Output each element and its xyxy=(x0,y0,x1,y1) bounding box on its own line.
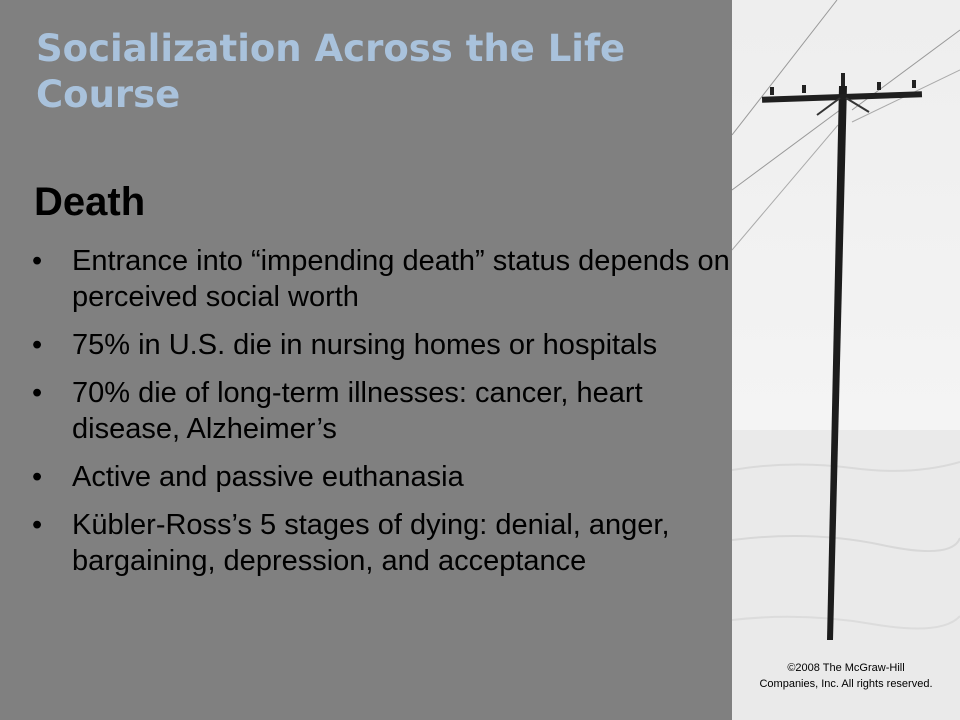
telephone-pole-image xyxy=(732,0,960,720)
bullet-item xyxy=(30,459,730,495)
bullet-dot-icon: • xyxy=(32,461,43,493)
bullet-item xyxy=(30,375,730,447)
bullet-dot-icon: • xyxy=(32,245,43,277)
bullet-text: 75% in U.S. die in nursing homes or hospitals xyxy=(72,329,658,361)
bullet-text: Kübler-Ross’s 5 stages of dying: denial, anger, bargaining, depression, and acceptance xyxy=(72,509,670,577)
bullet-item xyxy=(30,327,730,363)
bullet-text: 70% die of long-term illnesses: cancer, heart disease, Alzheimer’s xyxy=(72,377,643,445)
copyright-line-2: Companies, Inc. All rights reserved. xyxy=(759,678,933,690)
slide-title: Socialization Across the Life Course xyxy=(36,27,626,116)
bullet-text: Active and passive euthanasia xyxy=(72,461,464,493)
bullet-dot-icon: • xyxy=(32,377,43,409)
bullet-dot-icon: • xyxy=(32,329,43,361)
copyright-notice xyxy=(732,660,960,692)
copyright-line-1: ©2008 The McGraw-Hill xyxy=(787,662,905,674)
section-heading: Death xyxy=(34,180,146,224)
bullet-dot-icon: • xyxy=(32,509,43,541)
bullet-item xyxy=(30,507,730,579)
bullet-text: Entrance into “impending death” status depends on perceived social worth xyxy=(72,245,730,313)
bullet-list xyxy=(30,243,730,591)
telephone-pole-photo xyxy=(732,0,960,720)
bullet-item xyxy=(30,243,730,315)
